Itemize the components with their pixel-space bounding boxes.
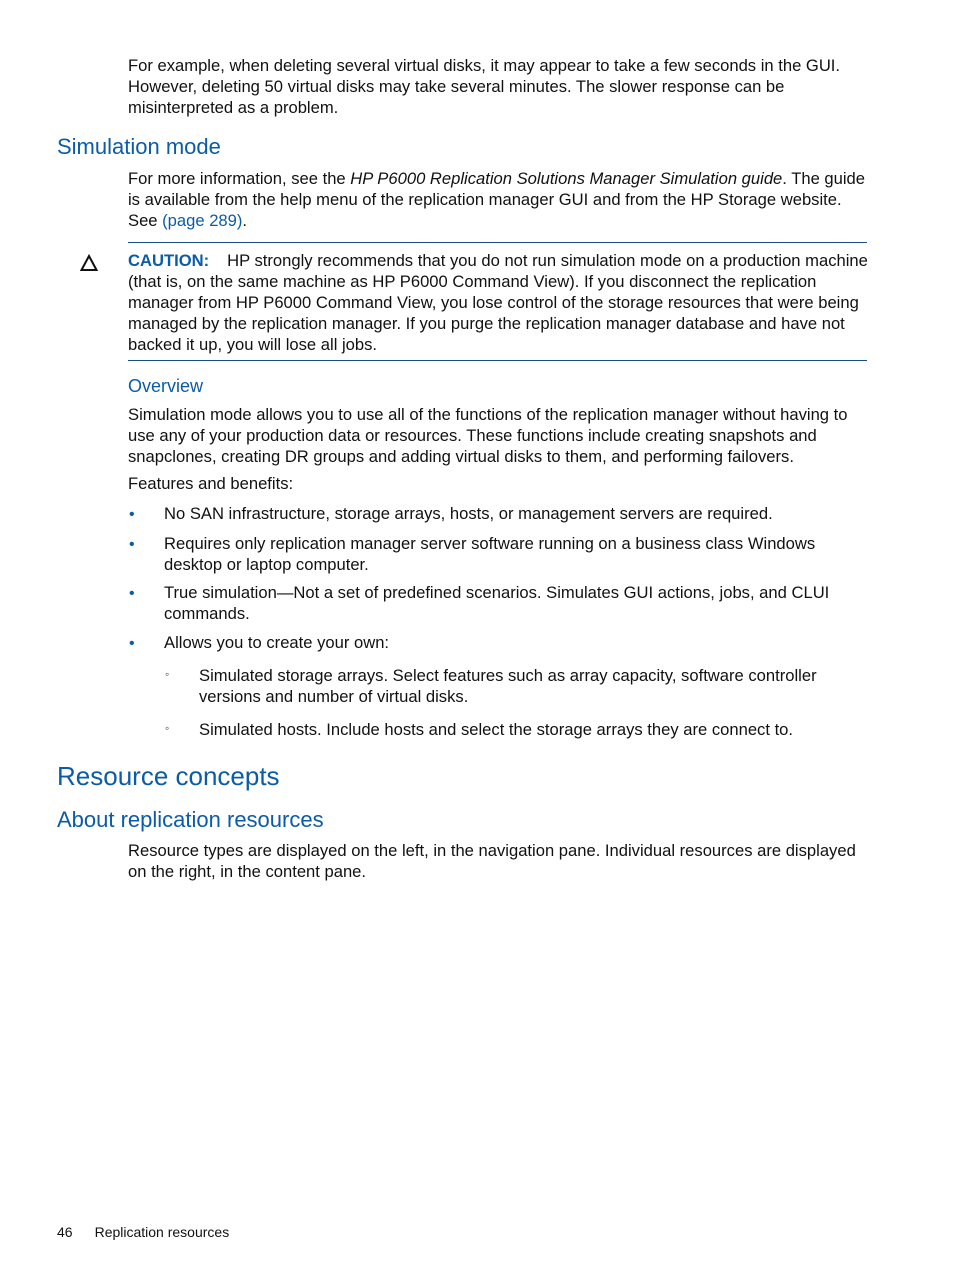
footer-section-title: Replication resources <box>94 1224 230 1240</box>
about-replication-paragraph: Resource types are displayed on the left, in the navigation pane. Individual resources are displayed on the right, in the content pane. <box>128 841 856 881</box>
list-item: True simulation—Not a set of predefined scenarios. Simulates GUI actions, jobs, and CLUI commands. <box>164 583 830 623</box>
simulation-para-suffix: . <box>242 211 248 230</box>
simulation-para-middle: . The guide is available from the help menu of the replication manager GUI and from the HP Storage website. See <box>128 169 866 230</box>
guide-title: HP P6000 Replication Solutions Manager Simulation guide <box>350 169 783 188</box>
bullet-dot: • <box>129 506 135 523</box>
sub-bullet-circle: ◦ <box>165 721 170 735</box>
caution-block <box>128 250 868 355</box>
page-footer <box>57 1222 229 1242</box>
caution-label: CAUTION: <box>128 251 210 270</box>
bullet-dot: • <box>129 635 135 652</box>
about-replication-heading: About replication resources <box>57 807 324 832</box>
bullet-dot: • <box>129 536 135 553</box>
list-item: No SAN infrastructure, storage arrays, hosts, or management servers are required. <box>164 504 773 523</box>
sub-bullet-circle: ◦ <box>165 667 170 681</box>
bullet-dot: • <box>129 585 135 602</box>
caution-bottom-rule <box>128 360 867 361</box>
simulation-mode-heading: Simulation mode <box>57 134 221 159</box>
overview-heading: Overview <box>128 376 204 396</box>
resource-concepts-heading: Resource concepts <box>57 761 280 791</box>
features-label: Features and benefits: <box>128 474 294 493</box>
sub-list-item: Simulated storage arrays. Select features such as array capacity, software controller versions and number of virtual disks. <box>199 666 817 706</box>
caution-text: HP strongly recommends that you do not run simulation mode on a production machine (that is, on the same machine as HP P6000 Command View). If you disconnect the replication manager from HP P6000 Command View, you lose control of the storage resources that were being managed by the replication manager. If you purge the replication manager database and have not backed it up, you will lose all jobs. <box>128 251 868 354</box>
sub-list-item: Simulated hosts. Include hosts and select the storage arrays they are connect to. <box>199 720 794 739</box>
caution-top-rule <box>128 242 867 243</box>
intro-paragraph: For example, when deleting several virtual disks, it may appear to take a few seconds in the GUI. However, deleting 50 virtual disks may take several minutes. The slower response can be misinterpreted as a problem. <box>128 56 841 117</box>
page-number: 46 <box>57 1224 73 1240</box>
warning-triangle-icon <box>80 254 98 272</box>
list-item: Requires only replication manager server software running on a business class Windows desktop or laptop computer. <box>164 534 816 574</box>
page-289-link[interactable]: (page 289) <box>162 211 243 230</box>
simulation-para-prefix: For more information, see the <box>128 169 351 188</box>
list-item: Allows you to create your own: <box>164 633 390 652</box>
overview-paragraph: Simulation mode allows you to use all of the functions of the replication manager without having to use any of your production data or resources. These functions include creating snapshots and snapclones, creating DR groups and adding virtual disks to them, and performing failovers. <box>128 405 848 466</box>
simulation-mode-paragraph <box>128 168 868 231</box>
